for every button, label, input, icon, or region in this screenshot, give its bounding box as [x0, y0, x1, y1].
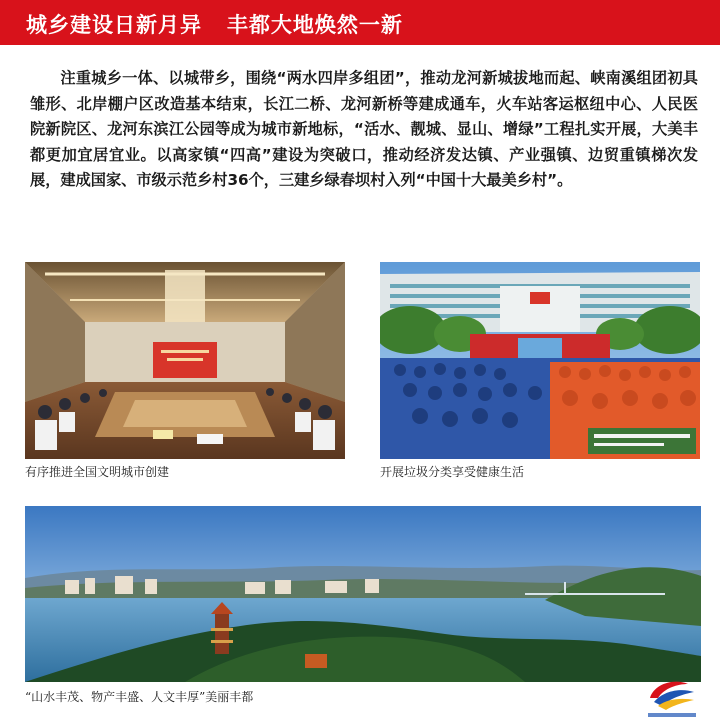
publisher-logo	[644, 676, 700, 720]
body-paragraph: 注重城乡一体、以城带乡，围绕“两水四岸多组团”，推动龙河新城拔地而起、峡南溪组团初具雏形、北岸棚户区改造基本结束，长江二桥、龙河新桥等建成通车，火车站客运枢纽中心、人民医院新院区、龙河东滨江公园等成为城市新地标，“活水、靓城、显山、增绿”工程扎实开展，大美丰都更加宜居宜业。以高家镇“四高”建设为突破口，推动经济发达镇、产业强镇、边贸重镇梯次发展，建成国家、市级示范乡村36个，三建乡绿春坝村入列“中国十大最美乡村”。	[30, 69, 698, 189]
meeting-hall-caption: 有序推进全国文明城市创建	[25, 465, 170, 479]
outdoor-rally-caption: 开展垃圾分类享受健康生活	[380, 465, 525, 479]
panorama-photo	[25, 506, 701, 682]
panorama-caption: “山水丰茂、物产丰盛、人文丰厚”美丽丰都	[25, 690, 254, 704]
outdoor-rally-photo	[380, 262, 700, 459]
title-banner	[0, 0, 720, 45]
page-title: 城乡建设日新月异 丰都大地焕然一新	[26, 12, 403, 37]
meeting-hall-photo	[25, 262, 345, 459]
